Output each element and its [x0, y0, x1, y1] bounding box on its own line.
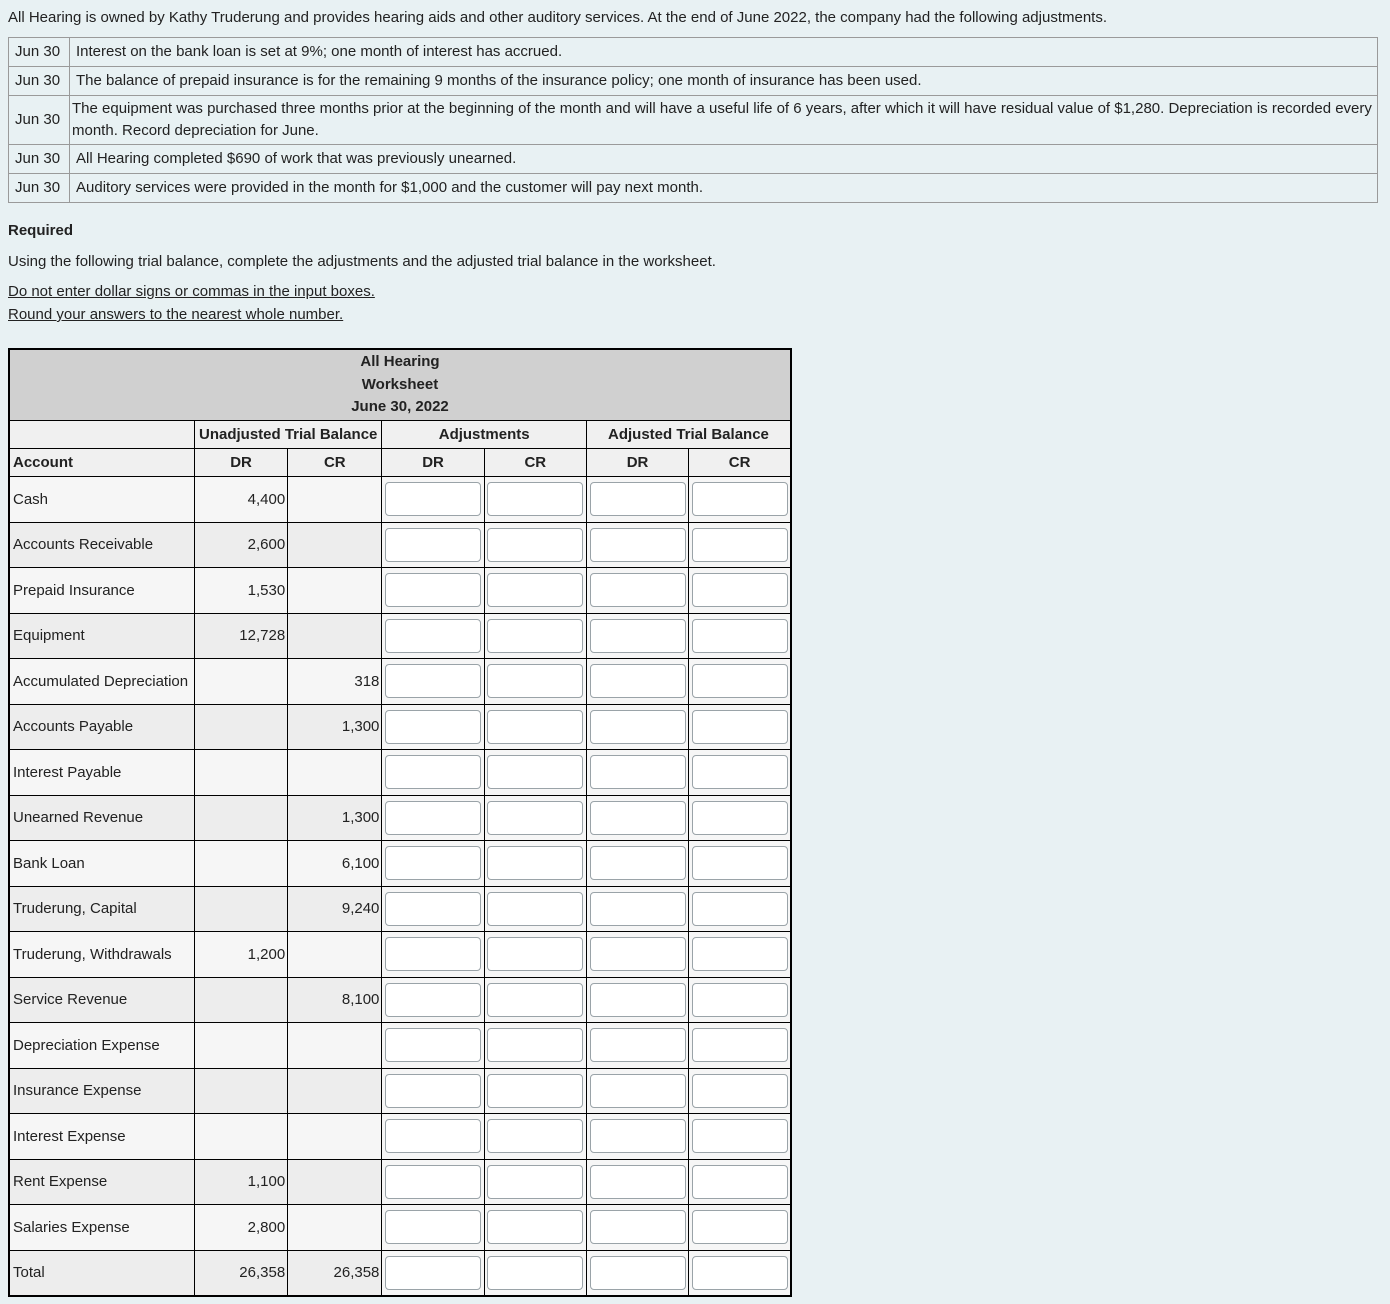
- atb-cr-input[interactable]: [692, 1028, 788, 1062]
- utb-dr-value: [194, 977, 287, 1023]
- adj-dr-cell: [382, 704, 484, 750]
- atb-dr-cell: [586, 977, 688, 1023]
- utb-dr-value: 1,200: [194, 932, 287, 978]
- adjustments-table: [8, 37, 1378, 203]
- adj-cr-cell: [484, 568, 586, 614]
- utb-cr-value: [288, 1068, 382, 1114]
- adj-cr-cell: [484, 1159, 586, 1205]
- adj-dr-cell: [382, 886, 484, 932]
- atb-cr-input[interactable]: [692, 801, 788, 835]
- adj-cr-cell: [484, 1205, 586, 1251]
- adj-dr-cell: [382, 522, 484, 568]
- adj-cr-input[interactable]: [487, 528, 583, 562]
- atb-dr-cell: [586, 704, 688, 750]
- utb-dr-value: 1,530: [194, 568, 287, 614]
- utb-cr-value: [288, 522, 382, 568]
- atb-cr-input[interactable]: [692, 1256, 788, 1290]
- atb-dr-input[interactable]: [590, 1210, 686, 1244]
- worksheet-row: [9, 477, 791, 523]
- worksheet-row: [9, 704, 791, 750]
- atb-dr-cell: [586, 659, 688, 705]
- atb-dr-cell: [586, 1205, 688, 1251]
- adjustment-text: All Hearing completed $690 of work that was previously unearned.: [70, 145, 1378, 174]
- account-name: Accumulated Depreciation: [9, 659, 194, 705]
- adj-dr-cell: [382, 613, 484, 659]
- adj-dr-input[interactable]: [385, 846, 481, 880]
- atb-cr-input[interactable]: [692, 573, 788, 607]
- adj-cr-input[interactable]: [487, 1119, 583, 1153]
- adj-cr-cell: [484, 886, 586, 932]
- worksheet-row: [9, 1250, 791, 1296]
- utb-cr-value: [288, 568, 382, 614]
- atb-dr-cell: [586, 522, 688, 568]
- required-text: Using the following trial balance, complete the adjustments and the adjusted trial balance in the worksheet.: [8, 253, 716, 270]
- atb-cr-input[interactable]: [692, 619, 788, 653]
- adj-dr-input[interactable]: [385, 710, 481, 744]
- adjustment-text: The balance of prepaid insurance is for the remaining 9 months of the insurance policy; one month of insurance has been used.: [70, 67, 1378, 96]
- col-utb-dr: DR: [194, 449, 287, 477]
- account-name: Total: [9, 1250, 194, 1296]
- adjustment-date: Jun 30: [9, 174, 70, 203]
- adj-cr-input[interactable]: [487, 1210, 583, 1244]
- col-account: Account: [9, 449, 194, 477]
- atb-dr-input[interactable]: [590, 710, 686, 744]
- utb-dr-value: [194, 1023, 287, 1069]
- col-adj-dr: DR: [382, 449, 484, 477]
- atb-dr-input[interactable]: [590, 1165, 686, 1199]
- adj-dr-input[interactable]: [385, 528, 481, 562]
- atb-dr-input[interactable]: [590, 937, 686, 971]
- adj-cr-input[interactable]: [487, 801, 583, 835]
- atb-dr-input[interactable]: [590, 528, 686, 562]
- worksheet-row: [9, 1068, 791, 1114]
- adj-dr-input[interactable]: [385, 619, 481, 653]
- adj-cr-input[interactable]: [487, 1074, 583, 1108]
- atb-cr-cell: [689, 1023, 791, 1069]
- atb-cr-input[interactable]: [692, 983, 788, 1017]
- atb-cr-input[interactable]: [692, 710, 788, 744]
- atb-dr-cell: [586, 932, 688, 978]
- adjustment-row: [9, 96, 1378, 145]
- utb-cr-value: [288, 1205, 382, 1251]
- atb-cr-cell: [689, 522, 791, 568]
- account-name: Cash: [9, 477, 194, 523]
- utb-dr-value: [194, 886, 287, 932]
- atb-dr-input[interactable]: [590, 1074, 686, 1108]
- required-heading: Required: [8, 222, 74, 239]
- utb-dr-value: 2,600: [194, 522, 287, 568]
- col-utb-cr: CR: [288, 449, 382, 477]
- atb-dr-cell: [586, 1068, 688, 1114]
- group-blank: [9, 421, 194, 449]
- utb-dr-value: [194, 704, 287, 750]
- worksheet-title: [9, 349, 791, 421]
- atb-dr-input[interactable]: [590, 846, 686, 880]
- adj-dr-input[interactable]: [385, 482, 481, 516]
- adjustment-row: [9, 145, 1378, 174]
- atb-dr-cell: [586, 568, 688, 614]
- atb-cr-input[interactable]: [692, 528, 788, 562]
- atb-cr-input[interactable]: [692, 755, 788, 789]
- utb-cr-value: [288, 1114, 382, 1160]
- intro-text: All Hearing is owned by Kathy Truderung and provides hearing aids and other auditory services. At the end of June 2022, the company had the following adjustments.: [8, 9, 1108, 26]
- worksheet-row: [9, 613, 791, 659]
- adj-dr-input[interactable]: [385, 1074, 481, 1108]
- atb-cr-cell: [689, 1205, 791, 1251]
- atb-dr-cell: [586, 841, 688, 887]
- utb-cr-value: 1,300: [288, 795, 382, 841]
- atb-cr-cell: [689, 977, 791, 1023]
- utb-dr-value: [194, 795, 287, 841]
- adj-cr-cell: [484, 477, 586, 523]
- adjustment-text: Interest on the bank loan is set at 9%; one month of interest has accrued.: [70, 38, 1378, 67]
- utb-cr-value: [288, 1159, 382, 1205]
- worksheet-row: [9, 1114, 791, 1160]
- atb-cr-input[interactable]: [692, 937, 788, 971]
- col-adj-cr: CR: [484, 449, 586, 477]
- worksheet-table: [8, 348, 792, 1297]
- worksheet-row: [9, 932, 791, 978]
- adj-cr-input[interactable]: [487, 755, 583, 789]
- atb-dr-cell: [586, 1250, 688, 1296]
- account-name: Interest Expense: [9, 1114, 194, 1160]
- atb-dr-input[interactable]: [590, 573, 686, 607]
- utb-dr-value: 1,100: [194, 1159, 287, 1205]
- adj-dr-cell: [382, 977, 484, 1023]
- account-name: Accounts Receivable: [9, 522, 194, 568]
- utb-cr-value: 6,100: [288, 841, 382, 887]
- adjustment-text: The equipment was purchased three months prior at the beginning of the month and will have a useful life of 6 years, after which it will have residual value of $1,280. Depreciation is recorded every month. Record depreciation for June.: [70, 96, 1378, 145]
- atb-cr-input[interactable]: [692, 846, 788, 880]
- adjustment-date: Jun 30: [9, 67, 70, 96]
- utb-cr-value: 8,100: [288, 977, 382, 1023]
- atb-cr-cell: [689, 795, 791, 841]
- worksheet-row: [9, 886, 791, 932]
- atb-dr-cell: [586, 1159, 688, 1205]
- account-name: Depreciation Expense: [9, 1023, 194, 1069]
- worksheet-row: [9, 841, 791, 887]
- adj-dr-input[interactable]: [385, 1165, 481, 1199]
- adj-dr-input[interactable]: [385, 801, 481, 835]
- atb-cr-cell: [689, 613, 791, 659]
- utb-cr-value: [288, 477, 382, 523]
- utb-cr-value: 9,240: [288, 886, 382, 932]
- atb-cr-cell: [689, 659, 791, 705]
- worksheet-row: [9, 977, 791, 1023]
- account-name: Truderung, Withdrawals: [9, 932, 194, 978]
- atb-cr-input[interactable]: [692, 1074, 788, 1108]
- adj-cr-cell: [484, 1250, 586, 1296]
- adj-cr-cell: [484, 522, 586, 568]
- adj-dr-cell: [382, 477, 484, 523]
- adj-cr-input[interactable]: [487, 1165, 583, 1199]
- account-name: Truderung, Capital: [9, 886, 194, 932]
- utb-dr-value: 26,358: [194, 1250, 287, 1296]
- atb-dr-cell: [586, 477, 688, 523]
- account-name: Equipment: [9, 613, 194, 659]
- utb-cr-value: [288, 1023, 382, 1069]
- atb-dr-input[interactable]: [590, 1119, 686, 1153]
- adj-cr-input[interactable]: [487, 664, 583, 698]
- utb-cr-value: 1,300: [288, 704, 382, 750]
- atb-cr-input[interactable]: [692, 1165, 788, 1199]
- worksheet-row: [9, 1159, 791, 1205]
- adjustment-row: [9, 67, 1378, 96]
- atb-dr-input[interactable]: [590, 664, 686, 698]
- adjustment-row: [9, 38, 1378, 67]
- adj-dr-input[interactable]: [385, 983, 481, 1017]
- atb-cr-input[interactable]: [692, 1119, 788, 1153]
- account-name: Accounts Payable: [9, 704, 194, 750]
- atb-dr-input[interactable]: [590, 1028, 686, 1062]
- adjustment-row: [9, 174, 1378, 203]
- adj-dr-cell: [382, 568, 484, 614]
- utb-dr-value: 2,800: [194, 1205, 287, 1251]
- utb-dr-value: [194, 659, 287, 705]
- adj-dr-cell: [382, 1023, 484, 1069]
- adj-cr-input[interactable]: [487, 892, 583, 926]
- adj-dr-input[interactable]: [385, 1210, 481, 1244]
- adj-cr-cell: [484, 659, 586, 705]
- atb-cr-cell: [689, 1114, 791, 1160]
- adj-cr-cell: [484, 977, 586, 1023]
- adj-dr-cell: [382, 841, 484, 887]
- adj-dr-cell: [382, 932, 484, 978]
- adj-dr-cell: [382, 795, 484, 841]
- adj-cr-input[interactable]: [487, 619, 583, 653]
- worksheet-row: [9, 750, 791, 796]
- atb-cr-cell: [689, 1068, 791, 1114]
- worksheet-row: [9, 522, 791, 568]
- atb-dr-input[interactable]: [590, 482, 686, 516]
- note-rounding: Round your answers to the nearest whole number.: [8, 306, 344, 323]
- utb-cr-value: [288, 932, 382, 978]
- atb-dr-input[interactable]: [590, 801, 686, 835]
- account-name: Prepaid Insurance: [9, 568, 194, 614]
- adj-dr-input[interactable]: [385, 755, 481, 789]
- utb-cr-value: [288, 750, 382, 796]
- adj-cr-input[interactable]: [487, 937, 583, 971]
- col-atb-dr: DR: [586, 449, 688, 477]
- utb-dr-value: [194, 841, 287, 887]
- atb-dr-cell: [586, 795, 688, 841]
- adj-cr-cell: [484, 795, 586, 841]
- col-atb-cr: CR: [689, 449, 791, 477]
- adj-dr-cell: [382, 1068, 484, 1114]
- account-name: Interest Payable: [9, 750, 194, 796]
- adj-dr-input[interactable]: [385, 1119, 481, 1153]
- adj-cr-input[interactable]: [487, 482, 583, 516]
- adj-cr-cell: [484, 750, 586, 796]
- note-no-dollar-signs: Do not enter dollar signs or commas in the input boxes.: [8, 283, 375, 300]
- worksheet-row: [9, 659, 791, 705]
- atb-dr-cell: [586, 1114, 688, 1160]
- atb-dr-cell: [586, 1023, 688, 1069]
- utb-dr-value: 4,400: [194, 477, 287, 523]
- utb-cr-value: 318: [288, 659, 382, 705]
- worksheet-row: [9, 568, 791, 614]
- atb-dr-input[interactable]: [590, 755, 686, 789]
- adj-dr-input[interactable]: [385, 937, 481, 971]
- atb-cr-input[interactable]: [692, 1210, 788, 1244]
- atb-cr-cell: [689, 477, 791, 523]
- atb-dr-cell: [586, 613, 688, 659]
- atb-cr-input[interactable]: [692, 664, 788, 698]
- utb-dr-value: 12,728: [194, 613, 287, 659]
- atb-cr-cell: [689, 841, 791, 887]
- adj-cr-cell: [484, 1068, 586, 1114]
- atb-dr-input[interactable]: [590, 983, 686, 1017]
- worksheet-name: Worksheet: [361, 375, 439, 393]
- atb-dr-input[interactable]: [590, 892, 686, 926]
- adjustment-date: Jun 30: [9, 145, 70, 174]
- worksheet-row: [9, 795, 791, 841]
- account-name: Rent Expense: [9, 1159, 194, 1205]
- adj-dr-input[interactable]: [385, 573, 481, 607]
- adj-cr-cell: [484, 704, 586, 750]
- atb-cr-cell: [689, 1250, 791, 1296]
- adj-cr-input[interactable]: [487, 573, 583, 607]
- adj-dr-cell: [382, 1205, 484, 1251]
- adj-dr-cell: [382, 659, 484, 705]
- atb-cr-cell: [689, 886, 791, 932]
- adj-dr-input[interactable]: [385, 1028, 481, 1062]
- account-name: Unearned Revenue: [9, 795, 194, 841]
- account-name: Salaries Expense: [9, 1205, 194, 1251]
- group-adjusted: Adjusted Trial Balance: [586, 421, 791, 449]
- atb-cr-input[interactable]: [692, 892, 788, 926]
- adj-cr-input[interactable]: [487, 846, 583, 880]
- utb-dr-value: [194, 1068, 287, 1114]
- adj-cr-input[interactable]: [487, 1028, 583, 1062]
- adj-dr-input[interactable]: [385, 664, 481, 698]
- atb-dr-cell: [586, 886, 688, 932]
- group-unadjusted: Unadjusted Trial Balance: [194, 421, 381, 449]
- adj-dr-input[interactable]: [385, 892, 481, 926]
- atb-cr-cell: [689, 750, 791, 796]
- account-name: Insurance Expense: [9, 1068, 194, 1114]
- adjustment-date: Jun 30: [9, 38, 70, 67]
- adj-cr-input[interactable]: [487, 983, 583, 1017]
- worksheet-row: [9, 1023, 791, 1069]
- atb-cr-cell: [689, 568, 791, 614]
- adjustment-date: Jun 30: [9, 96, 70, 145]
- account-name: Bank Loan: [9, 841, 194, 887]
- adj-dr-cell: [382, 750, 484, 796]
- adj-cr-input[interactable]: [487, 1256, 583, 1290]
- atb-dr-input[interactable]: [590, 619, 686, 653]
- worksheet-row: [9, 1205, 791, 1251]
- atb-cr-cell: [689, 932, 791, 978]
- adj-dr-input[interactable]: [385, 1256, 481, 1290]
- atb-cr-input[interactable]: [692, 482, 788, 516]
- atb-dr-cell: [586, 750, 688, 796]
- adj-dr-cell: [382, 1159, 484, 1205]
- atb-cr-cell: [689, 1159, 791, 1205]
- adj-cr-cell: [484, 841, 586, 887]
- account-name: Service Revenue: [9, 977, 194, 1023]
- adjustment-text: Auditory services were provided in the month for $1,000 and the customer will pay next month.: [70, 174, 1378, 203]
- adj-dr-cell: [382, 1114, 484, 1160]
- atb-dr-input[interactable]: [590, 1256, 686, 1290]
- utb-cr-value: [288, 613, 382, 659]
- adj-cr-cell: [484, 932, 586, 978]
- adj-cr-cell: [484, 1023, 586, 1069]
- adj-cr-cell: [484, 1114, 586, 1160]
- group-adjustments: Adjustments: [382, 421, 587, 449]
- utb-dr-value: [194, 750, 287, 796]
- worksheet-date: June 30, 2022: [351, 398, 449, 416]
- utb-dr-value: [194, 1114, 287, 1160]
- atb-cr-cell: [689, 704, 791, 750]
- worksheet-company: All Hearing: [360, 353, 440, 371]
- adj-cr-input[interactable]: [487, 710, 583, 744]
- utb-cr-value: 26,358: [288, 1250, 382, 1296]
- adj-dr-cell: [382, 1250, 484, 1296]
- adj-cr-cell: [484, 613, 586, 659]
